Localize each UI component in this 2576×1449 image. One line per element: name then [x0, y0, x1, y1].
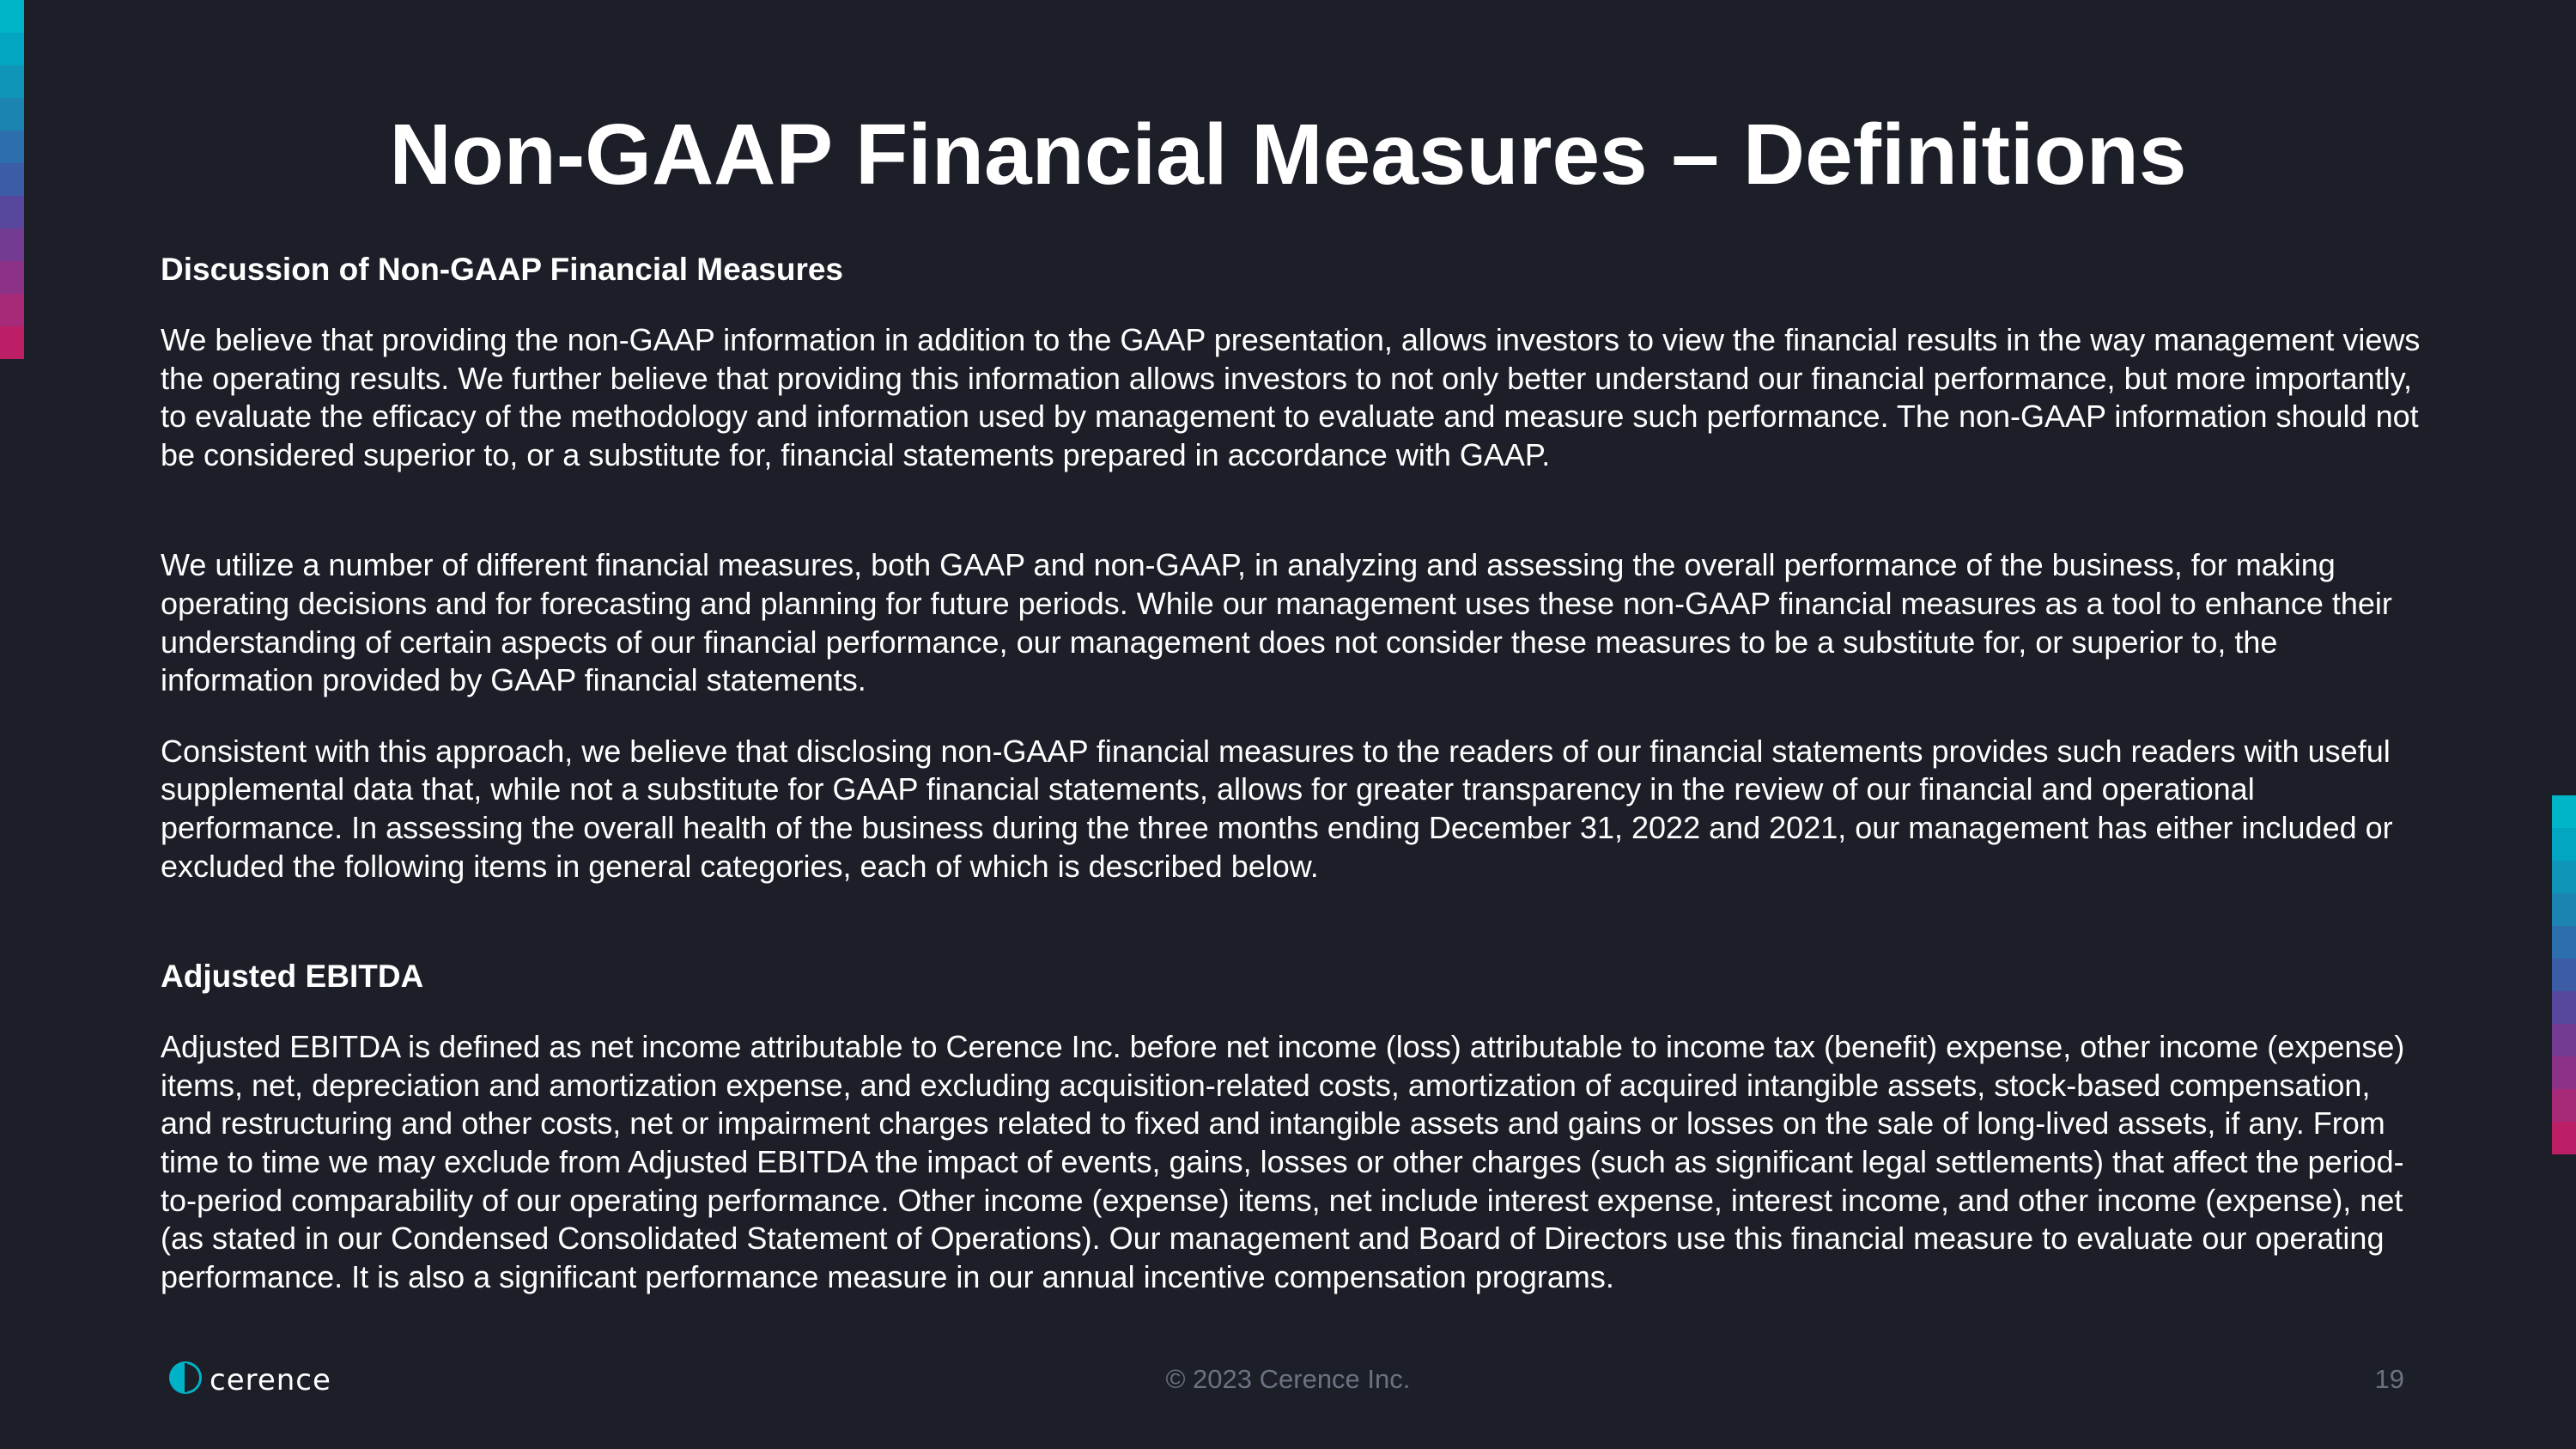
copyright-notice: © 2023 Cerence Inc.	[1165, 1364, 1411, 1394]
adjusted-ebitda-paragraph: Adjusted EBITDA is defined as net income attributable to Cerence Inc. before net income (loss) attributable to income tax (benefit) expense, other income (expense) items, net, depreciation and amortization expense, and excluding acquisition-related costs, amortization of acquired intangible assets, stock-based compensation, and restructuring and other costs, net or impairment charges related to fixed and intangible assets and gains or losses on the sale of long-lived assets, if any. From time to time we may exclude from Adjusted EBITDA the impact of events, gains, losses or other charges (such as significant legal settlements) that affect the period-to-period comparability of our operating performance. Other income (expense) items, net include interest expense, interest income, and other income (expense), net (as stated in our Condensed Consolidated Statement of Operations). Our management and Board of Directors use this financial measure to evaluate our operating performance. It is also a significant performance measure in our annual incentive compensation programs.	[161, 1029, 2405, 1294]
right-color-stripe	[2552, 795, 2576, 1154]
discussion-paragraph-2: We utilize a number of different financial measures, both GAAP and non-GAAP, in analyzing and assessing the overall performance of the business, for making operating decisions and for forecasting and planning for future periods. While our management uses these non-GAAP financial measures as a tool to enhance their understanding of certain aspects of our financial performance, our management does not consider these measures to be a substitute for, or superior to, the information provided by GAAP financial statements.	[161, 547, 2392, 698]
adjusted-ebitda-heading: Adjusted EBITDA	[161, 959, 424, 995]
discussion-paragraph-1: We believe that providing the non-GAAP information in addition to the GAAP presentation, allows investors to view the financial results in the way management views the operating results. We further believe that providing this information allows investors to not only better understand our financial performance, but more importantly, to evaluate the efficacy of the methodology and information used by management to evaluate and measure such performance. The non-GAAP information should not be considered superior to, or a substitute for, financial statements prepared in accordance with GAAP.	[161, 322, 2421, 472]
discussion-heading: Discussion of Non-GAAP Financial Measures	[161, 252, 843, 287]
slide-body	[161, 251, 2427, 1296]
cerence-wordmark: cerence	[210, 1362, 331, 1397]
page-number: 19	[2374, 1364, 2404, 1394]
page-title: Non-GAAP Financial Measures – Definitions	[389, 107, 2187, 203]
discussion-paragraph-3: Consistent with this approach, we believe that disclosing non-GAAP financial measures to the readers of our financial statements provides such readers with useful supplemental data that, while not a substitute for GAAP financial statements, allows for greater transparency in the review of our financial and operational performance. In assessing the overall health of the business during the three months ending December 31, 2022 and 2021, our management has either included or excluded the following items in general categories, each of which is described below.	[161, 733, 2393, 884]
